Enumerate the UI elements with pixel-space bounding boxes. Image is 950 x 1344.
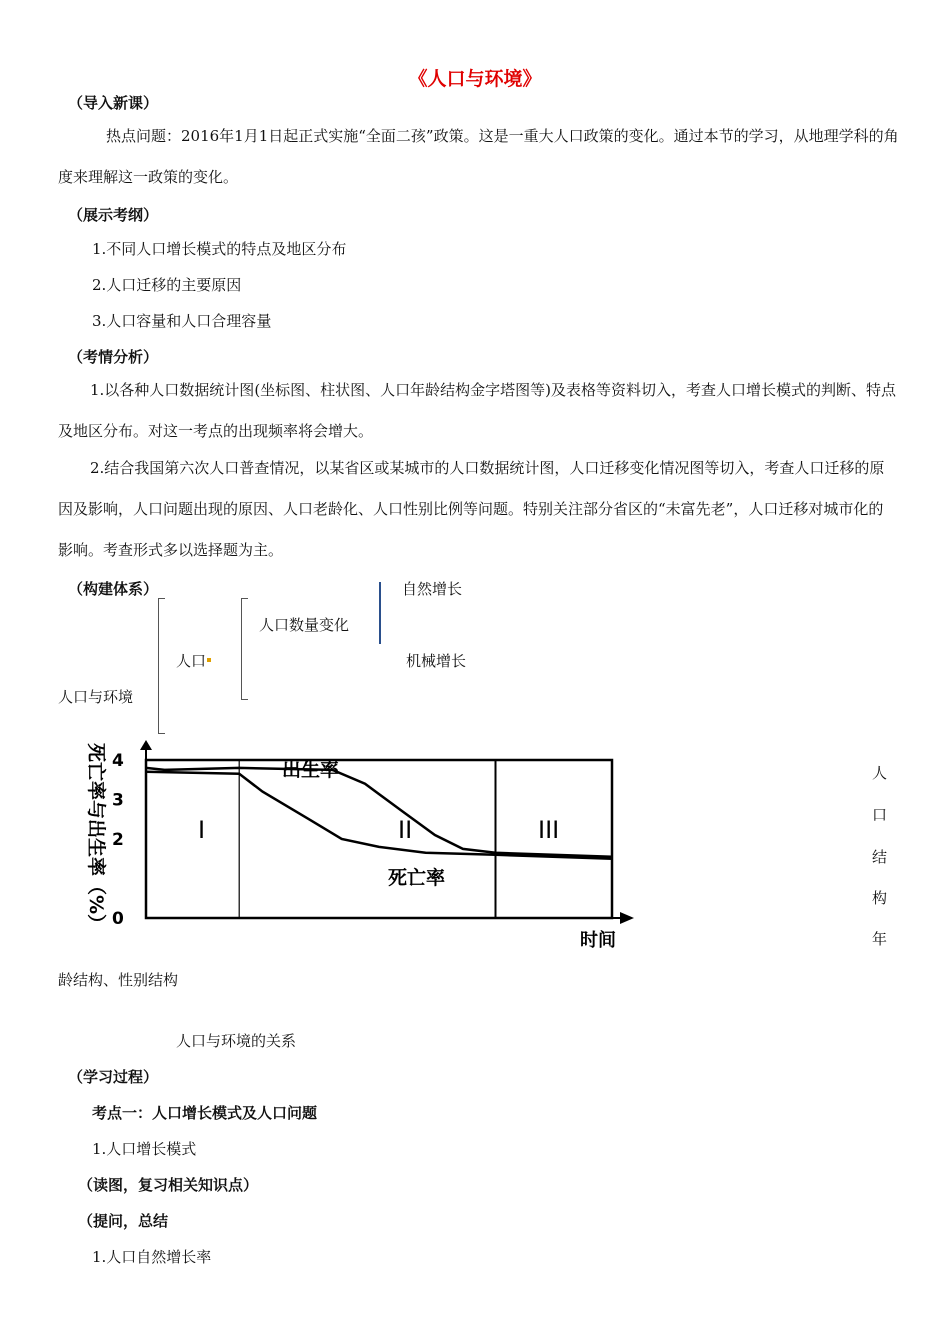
relation-label: 人口与环境的关系 [176,1032,297,1050]
marker-dot [207,658,211,662]
structure-char-3: 结 [872,848,888,866]
stage-label: II [398,816,413,844]
system-heading: （构建体系） [68,580,159,598]
analysis-para-1: 1.以各种人口数据统计图(坐标图、柱状图、人口年龄结构金字塔图等)及表格等资料切入，考查人口增长模式的判断、特点及地区分布。对这一考点的出现频率将会增大。 [58,381,897,440]
structure-char-5: 年 [872,930,888,948]
quantity-bracket [379,582,381,644]
y-tick-label: 2 [112,830,124,850]
point1-heading: 考点一：人口增长模式及人口问题 [92,1104,318,1122]
structure-tail: 龄结构、性别结构 [58,971,179,989]
natural-growth-label: 自然增长 [402,580,463,598]
y-axis-arrow-icon [140,740,152,750]
page-title: 《人口与环境》 [408,68,542,90]
analysis-para-2: 2.结合我国第六次人口普查情况，以某省区或某城市的人口数据统计图，人口迁移变化情况图等切入，考查人口迁移的原因及影响，人口问题出现的原因、人口老龄化、人口性别比例等问题。特别关注部分省区的“未富先老”，人口迁移对城市化的影响。考查形式多以选择题为主。 [58,459,885,559]
y-tick-label: 3 [112,790,124,811]
mechanical-growth-label: 机械增长 [406,652,467,670]
stage-label: I [198,816,206,844]
outline-heading: （展示考纲） [68,206,159,224]
outline-item-1: 1.不同人口增长模式的特点及地区分布 [92,240,347,258]
item1-label: 1.人口自然增长率 [92,1248,212,1266]
population-label: 人口 [176,652,207,670]
ask-hint: （提问，总结 [78,1212,169,1230]
outline-item-3: 3.人口容量和人口合理容量 [92,312,272,330]
series-label: 出生率 [282,759,340,781]
structure-char-1: 人 [872,764,888,782]
population-brace [241,598,248,700]
process-heading: （学习过程） [68,1068,159,1086]
structure-char-2: 口 [872,806,888,824]
population-growth-chart [60,738,650,953]
intro-text: 热点问题：2016年1月1日起正式实施“全面二孩”政策。这是一重大人口政策的变化。通过本节的学习，从地理学科的角度来理解这一政策的变化。 [58,127,899,186]
x-axis-label: 时间 [580,930,616,951]
stage-label: III [538,816,560,844]
read-hint: （读图，复习相关知识点） [78,1176,259,1194]
y-tick-label: 0 [112,909,124,929]
structure-char-4: 构 [872,889,888,907]
root-label: 人口与环境 [58,688,134,706]
root-brace [158,598,165,734]
y-tick-label: 4 [112,751,124,771]
y-axis-label: 死亡率与出生率（%） [85,742,107,934]
quantity-change-label: 人口数量变化 [259,616,350,634]
x-axis-arrow-icon [620,912,634,924]
analysis-heading: （考情分析） [68,348,159,366]
outline-item-2: 2.人口迁移的主要原因 [92,276,242,294]
sub1-label: 1.人口增长模式 [92,1140,197,1158]
series-label: 死亡率 [388,867,446,889]
intro-heading: （导入新课） [68,94,159,112]
